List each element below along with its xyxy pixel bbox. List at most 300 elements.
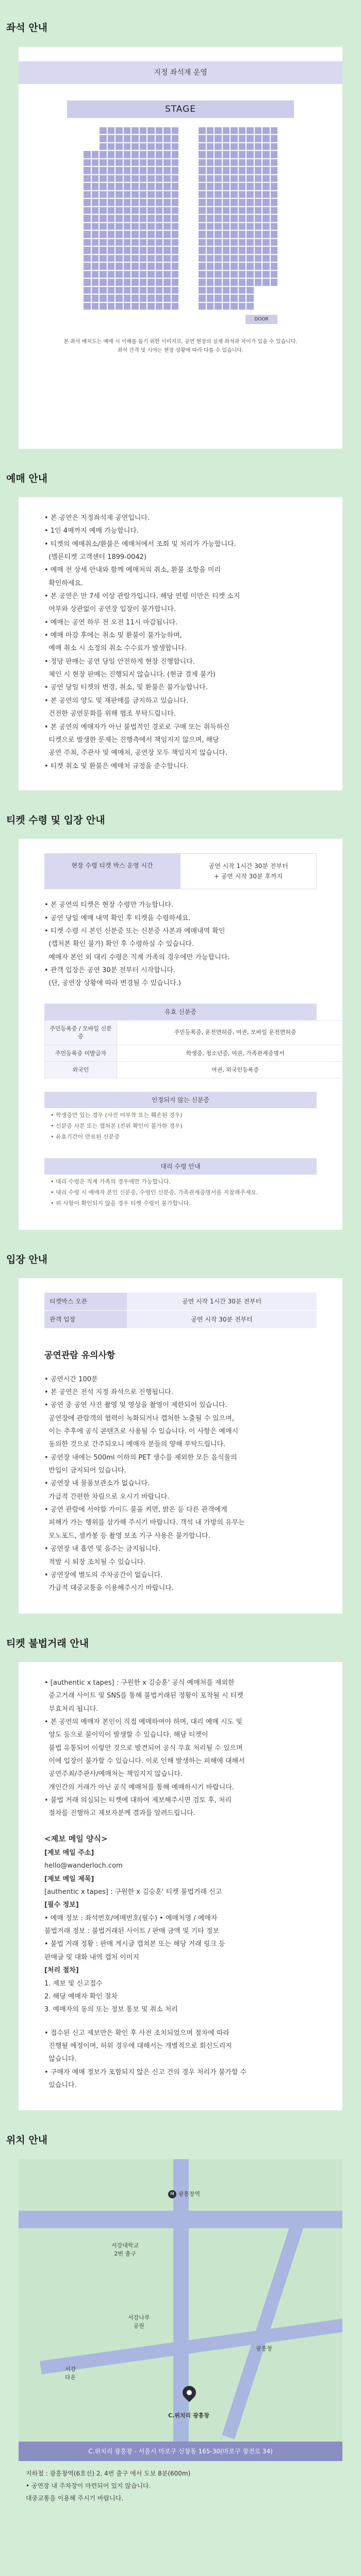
seat — [84, 287, 91, 294]
seat — [147, 199, 155, 206]
seat — [271, 135, 278, 142]
seat — [116, 287, 123, 294]
list-item: • 공연 중 공연 사진 촬영 및 영상을 촬영이 제한되어 있습니다. — [44, 1401, 227, 1410]
list-item: 공연 주최, 주관사 및 예매처, 공연장 모두 책임지지 않습니다. — [44, 749, 228, 757]
entrance-section — [0, 1252, 361, 1614]
empty-cell — [84, 143, 91, 150]
seat — [100, 255, 107, 262]
seat — [132, 127, 139, 134]
seat — [84, 303, 91, 310]
seat — [156, 127, 163, 134]
list-item: • 구매자 예매 정보가 포함되지 않은 신고 건의 경우 처리가 불가할 수 — [44, 2068, 247, 2076]
seat — [231, 167, 238, 174]
report-line: • 예매 정보 : 좌석번호/예매번호(필수) • 예매처명 / 예매자 — [44, 1914, 218, 1922]
seat — [124, 215, 131, 222]
table-row — [45, 1020, 354, 1045]
seat — [163, 295, 171, 302]
seat — [239, 127, 246, 134]
list-item: 동의한 것으로 간주되오니 예매자 분들의 양해 부탁드립니다. — [44, 1440, 226, 1449]
seat — [116, 135, 123, 142]
seat — [247, 151, 254, 158]
seat — [231, 207, 238, 214]
seat — [124, 191, 131, 198]
seat — [116, 151, 123, 158]
seat — [239, 231, 246, 238]
seat — [84, 167, 91, 174]
seat — [92, 231, 99, 238]
seat — [215, 223, 222, 230]
seat — [247, 127, 254, 134]
seat — [207, 159, 214, 166]
proxy-header: 대리 수령 안내 — [44, 1158, 317, 1175]
seat — [124, 199, 131, 206]
seat — [199, 135, 206, 142]
seat — [124, 303, 131, 310]
seat — [140, 231, 147, 238]
seat — [247, 215, 254, 222]
seat — [247, 223, 254, 230]
seat — [199, 287, 206, 294]
seat — [132, 215, 139, 222]
seat — [215, 191, 222, 198]
table-cell: 학생증, 청소년증, 여권, 가족관계증명서 — [117, 1045, 354, 1061]
seat — [239, 223, 246, 230]
seat — [132, 255, 139, 262]
seat — [132, 271, 139, 278]
id-table — [44, 1020, 354, 1079]
seat — [100, 263, 107, 270]
seat — [271, 175, 278, 182]
seat — [163, 279, 171, 286]
seat — [147, 279, 155, 286]
seat — [239, 143, 246, 150]
list-item: 가급적 간편한 차림으로 오시기 바랍니다. — [44, 1493, 170, 1501]
seat — [223, 127, 230, 134]
seat — [172, 167, 179, 174]
map-label-venue: C.위치리 광흥창 — [168, 2412, 209, 2419]
seat — [215, 143, 222, 150]
seat — [100, 215, 107, 222]
table-row — [45, 1045, 354, 1061]
list-item: 공연장에 관람객의 협력이 녹화되거나 캡처한 노출될 수 있으며, — [44, 1414, 234, 1422]
seat — [163, 143, 171, 150]
stage-label: STAGE — [67, 100, 294, 118]
seat — [215, 127, 222, 134]
seat-map — [84, 127, 277, 310]
seat — [199, 199, 206, 206]
seat — [100, 183, 107, 190]
seat — [239, 255, 246, 262]
seat — [140, 263, 147, 270]
seat — [271, 159, 278, 166]
seat — [172, 191, 179, 198]
seat — [100, 191, 107, 198]
seat — [207, 183, 214, 190]
seat — [247, 207, 254, 214]
address-line: 지하철 : 광흥창역(6호선) 2, 4번 출구 에서 도보 8분(600m) — [26, 2469, 191, 2477]
map-label-station — [168, 2190, 200, 2199]
seat — [156, 279, 163, 286]
list-item: 예매 취소 시 소정의 취소 수수료가 발생합니다. — [44, 645, 187, 653]
list-item: • 예매는 공연 하루 전 오전 11시 마감됩니다. — [44, 618, 178, 626]
seat — [100, 151, 107, 158]
seat — [163, 183, 171, 190]
seat — [92, 175, 99, 182]
list-item: • 공연장 내에는 500ml 이하의 PET 생수를 제외한 모든 음식물의 — [44, 1453, 237, 1462]
seat — [239, 271, 246, 278]
seat — [215, 199, 222, 206]
seat — [223, 159, 230, 166]
seat — [199, 175, 206, 182]
seat — [132, 159, 139, 166]
seat — [147, 263, 155, 270]
report-email-link[interactable]: hello@wanderloch.com — [44, 1862, 123, 1870]
seat — [84, 295, 91, 302]
seat — [255, 199, 262, 206]
seat — [124, 271, 131, 278]
list-item: 체인 시 현장 판매는 진행되지 않습니다. (현금 결제 불가) — [44, 671, 216, 679]
seat — [255, 151, 262, 158]
empty-cell — [262, 295, 270, 302]
list-item: 있습니다. — [44, 2081, 77, 2089]
seat — [147, 295, 155, 302]
entry-card — [19, 839, 342, 1229]
resale-card — [19, 1662, 342, 2110]
empty-cell — [255, 303, 262, 310]
seat — [223, 271, 230, 278]
seat — [147, 207, 155, 214]
location-map[interactable] — [19, 2159, 342, 2442]
seat — [255, 191, 262, 198]
report-line: • 불법 거래 정황 : 판매 게시글 캡쳐본 또는 해당 거래 링크 등 — [44, 1940, 225, 1948]
seat — [223, 183, 230, 190]
report-line: 1. 제보 및 신고접수 — [44, 1979, 103, 1988]
seat — [172, 263, 179, 270]
seat — [124, 279, 131, 286]
seat — [84, 191, 91, 198]
seat — [156, 191, 163, 198]
seat — [239, 167, 246, 174]
seat — [147, 167, 155, 174]
seat — [84, 271, 91, 278]
seat — [231, 287, 238, 294]
seat — [84, 159, 91, 166]
seat — [262, 231, 270, 238]
seat — [239, 215, 246, 222]
seat — [116, 231, 123, 238]
seat — [116, 191, 123, 198]
seat — [140, 223, 147, 230]
seat — [124, 295, 131, 302]
seat — [271, 183, 278, 190]
seat-card — [19, 47, 342, 449]
seat — [215, 287, 222, 294]
seat — [147, 175, 155, 182]
seat — [231, 279, 238, 286]
seat — [199, 239, 206, 246]
seat-map-note — [19, 337, 342, 355]
seat — [172, 135, 179, 142]
seat — [239, 151, 246, 158]
seat — [247, 231, 254, 238]
seat — [156, 151, 163, 158]
seat — [140, 175, 147, 182]
invalid-id-header: 인정되지 않는 신분증 — [44, 1092, 317, 1108]
seat — [271, 143, 278, 150]
seat — [231, 271, 238, 278]
station-name: 광흥창역 — [178, 2190, 201, 2197]
seat — [215, 255, 222, 262]
section-heading: 위치 안내 — [6, 2134, 48, 2146]
seat — [262, 127, 270, 134]
table-row — [44, 1293, 317, 1311]
seat-block-right — [199, 127, 277, 310]
list-item: 피해가 가는 행위를 삼가해 주시기 바랍니다. 객석 내 가방의 유무는 — [44, 1519, 245, 1527]
list-item: 모노포드, 셀카봉 등 촬영 보조 기구 사용은 불가합니다. — [44, 1532, 210, 1540]
booking-card — [19, 497, 342, 790]
seat — [239, 287, 246, 294]
seat — [207, 231, 214, 238]
table-cell: 공연 시작 30분 전부터 — [127, 1311, 317, 1328]
seat — [271, 255, 278, 262]
seat — [255, 175, 262, 182]
seat — [199, 215, 206, 222]
seat — [156, 239, 163, 246]
seat — [172, 127, 179, 134]
seat — [231, 199, 238, 206]
seat — [247, 255, 254, 262]
seat — [247, 287, 254, 294]
note-line: 본 좌석 배치도는 예매 시 이해를 돕기 위한 이미지로, 공연 현장의 실제 좌석과 차이가 있을 수 있습니다. — [63, 339, 298, 345]
ticket-box-label: 현장 수령 티켓 박스 운영 시간 — [44, 853, 180, 889]
seat — [140, 279, 147, 286]
seat — [271, 247, 278, 254]
seat — [156, 223, 163, 230]
seat — [156, 255, 163, 262]
seat — [223, 247, 230, 254]
seat — [84, 199, 91, 206]
address-block — [0, 2461, 361, 2525]
seat — [223, 303, 230, 310]
seat — [207, 247, 214, 254]
report-label: [제보 메일 주소] — [44, 1849, 94, 1857]
seat — [247, 167, 254, 174]
list-item: 여부와 상관없이 공연장 입장이 불가합니다. — [44, 605, 176, 614]
seat — [271, 271, 278, 278]
seat — [172, 247, 179, 254]
list-item: 중고거래 사이트 및 SNS를 통해 불법거래된 정황이 포착될 시 티켓 — [44, 1692, 243, 1700]
table-row — [44, 1311, 317, 1329]
list-item: • 본 공연의 예매자가 아닌 불법적인 경로로 구매 또는 취득하신 — [44, 723, 229, 731]
seat — [255, 223, 262, 230]
empty-cell — [92, 127, 99, 134]
seat — [132, 247, 139, 254]
seat — [116, 207, 123, 214]
seat — [147, 239, 155, 246]
seat — [199, 167, 206, 174]
list-item: • 티켓의 예매취소/환불은 예매처에서 조회 및 처리가 가능합니다. — [44, 540, 236, 548]
seat — [147, 287, 155, 294]
seat — [92, 239, 99, 246]
seat — [147, 215, 155, 222]
list-item: • [authentic x tapes] : 구원한 x 김승훈' 공식 예매처를 제외한 — [44, 1679, 235, 1687]
seat-block-left — [84, 127, 178, 310]
seat — [156, 303, 163, 310]
seat — [147, 151, 155, 158]
seat — [247, 247, 254, 254]
seat — [231, 151, 238, 158]
seat — [223, 215, 230, 222]
seat — [92, 199, 99, 206]
empty-cell — [84, 135, 91, 142]
seat — [207, 175, 214, 182]
list-item: • 관객 입장은 공연 30분 전부터 시작합니다. — [44, 967, 176, 975]
seat — [199, 183, 206, 190]
seat — [231, 263, 238, 270]
time-line: + 공연 시작 30분 후까지 — [214, 873, 283, 880]
table-cell: 티켓박스 오픈 — [44, 1293, 127, 1310]
seat — [108, 183, 115, 190]
seat — [172, 159, 179, 166]
seat — [116, 175, 123, 182]
proxy-list — [19, 1175, 342, 1211]
seat — [215, 135, 222, 142]
seat — [124, 151, 131, 158]
seat — [108, 167, 115, 174]
seat — [124, 207, 131, 214]
seat — [271, 199, 278, 206]
seat — [124, 231, 131, 238]
door-label: DOOR — [245, 315, 277, 324]
seat — [163, 215, 171, 222]
seat — [172, 239, 179, 246]
seat — [163, 263, 171, 270]
seat — [262, 279, 270, 286]
table-cell: 공연 시작 1시간 30분 전부터 — [127, 1293, 317, 1310]
seat — [223, 223, 230, 230]
seat — [108, 191, 115, 198]
report-form — [19, 1820, 342, 2016]
list-item: 불법 유통되어 이렇만 것으로 발견되어 공식 무효 처리될 수 있으며 — [44, 1744, 243, 1752]
seat — [92, 183, 99, 190]
seat — [116, 271, 123, 278]
seat — [156, 159, 163, 166]
seat — [215, 247, 222, 254]
seat — [172, 231, 179, 238]
seat — [108, 135, 115, 142]
seat — [207, 279, 214, 286]
seat — [231, 159, 238, 166]
seat — [147, 191, 155, 198]
seat — [255, 263, 262, 270]
list-item: • 접수된 신고 제보만은 확인 후 사전 조치되었으며 절차에 따라 — [44, 2029, 229, 2037]
empty-cell — [255, 287, 262, 294]
list-item: • 1인 4매까지 예매 가능합니다. — [44, 527, 139, 535]
seat — [207, 263, 214, 270]
seat — [116, 215, 123, 222]
seat — [84, 151, 91, 158]
seat — [247, 159, 254, 166]
seat — [100, 135, 107, 142]
seat — [124, 167, 131, 174]
seat — [116, 199, 123, 206]
empty-cell — [92, 135, 99, 142]
report-title: <제보 메일 양식> — [44, 1834, 108, 1843]
list-item: • 대리 수령 시 예매자 본인 신분증, 수령인 신분증, 가족관계증명서를 지참해주세요. — [51, 1189, 258, 1196]
seat — [132, 287, 139, 294]
seat — [247, 303, 254, 310]
seat — [262, 215, 270, 222]
seat — [271, 191, 278, 198]
seat — [163, 287, 171, 294]
seat — [172, 279, 179, 286]
seat — [124, 127, 131, 134]
seat — [163, 135, 171, 142]
seat — [239, 295, 246, 302]
seat — [147, 143, 155, 150]
list-item: • 신분증 사본 또는 캡처본 (진위 확인이 불가한 경우) — [51, 1123, 183, 1130]
seat — [156, 167, 163, 174]
precautions-heading: 공연관람 유의사항 — [44, 1350, 116, 1361]
seat — [215, 159, 222, 166]
seat — [247, 143, 254, 150]
seat — [116, 167, 123, 174]
seat — [231, 295, 238, 302]
seat — [100, 223, 107, 230]
list-item: • 티켓 수령 시 본인 신분증 또는 신분증 사본과 예매내역 확인 — [44, 927, 225, 936]
seat — [116, 303, 123, 310]
seat — [84, 239, 91, 246]
seat — [132, 223, 139, 230]
seat — [255, 207, 262, 214]
seat — [207, 207, 214, 214]
seat — [223, 287, 230, 294]
list-item: • 본 공연은 만 7세 이상 관람가입니다. 해당 연령 미만은 티켓 소지 — [44, 592, 240, 601]
seat — [255, 279, 262, 286]
list-item: • 공연장 내 물품보관소가 없습니다. — [44, 1480, 150, 1488]
seat — [172, 295, 179, 302]
seat — [92, 215, 99, 222]
seat — [147, 255, 155, 262]
seat — [199, 159, 206, 166]
seat — [262, 175, 270, 182]
empty-cell — [262, 303, 270, 310]
seat — [156, 271, 163, 278]
seat — [84, 255, 91, 262]
seat — [100, 239, 107, 246]
seat — [132, 143, 139, 150]
seat — [199, 231, 206, 238]
seat — [100, 247, 107, 254]
seat — [116, 279, 123, 286]
seat — [239, 247, 246, 254]
report-line: 3. 예매자의 동의 또는 정보 통보 및 취소 처리 — [44, 2006, 178, 2014]
list-item: • 위 사항이 확인되지 않을 경우 티켓 수령이 불가합니다. — [51, 1199, 191, 1207]
seat — [207, 271, 214, 278]
seat — [92, 271, 99, 278]
seat — [156, 247, 163, 254]
table-cell: 주민등록증 미발급자 — [45, 1045, 117, 1061]
seat — [207, 223, 214, 230]
seat — [199, 207, 206, 214]
seat — [172, 255, 179, 262]
seat — [147, 303, 155, 310]
seat — [231, 247, 238, 254]
list-item: • 공연 당일 티켓의 변경, 취소, 및 환불은 불가능합니다. — [44, 684, 208, 692]
seat — [231, 127, 238, 134]
seat — [163, 175, 171, 182]
seat — [163, 159, 171, 166]
